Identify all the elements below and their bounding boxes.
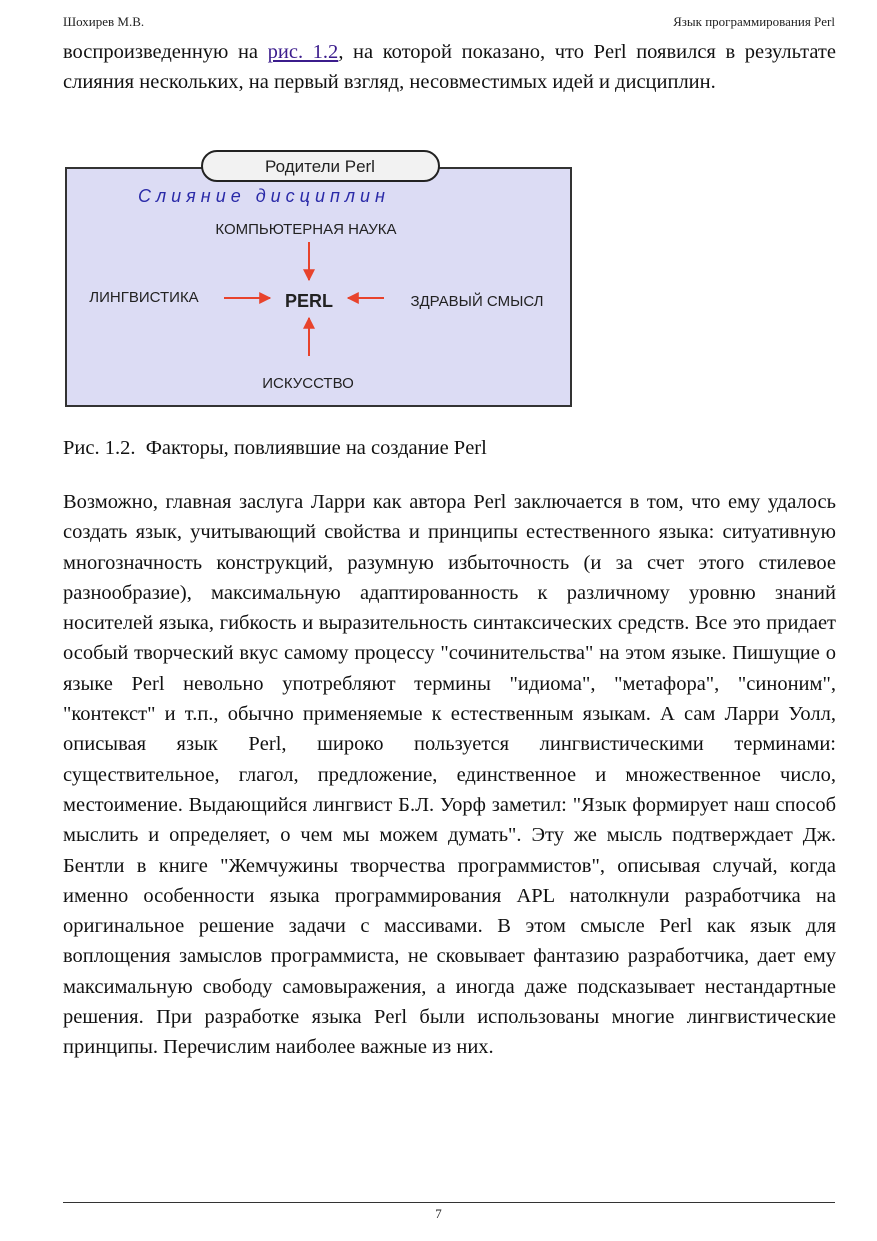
label-art: ИСКУССТВО [262,375,354,392]
label-linguistics: ЛИНГВИСТИКА [89,289,199,306]
figure-title: Родители Perl [265,157,375,176]
figure-caption: Рис. 1.2. Факторы, повлиявшие на создание Perl [63,437,487,459]
label-perl: PERL [284,291,334,311]
body-paragraph: Возможно, главная заслуга Ларри как автора Perl заключается в том, что ему удалось создать язык, учитывающий свойства и принципы естественного языка: ситуативную многозначность конструкций, разумную избыточность (и за счет этого стилевое разнообразие), максимальную адаптированность к различному уровню знаний носителей языка, гибкость и выразительность синтаксических средств. Все это придает особый творческий вкус самому процессу "сочинительства" на этом языке. Пишущие о языке Perl невольно употребляют термины "идиома", "метафора", "синоним", "контекст" и т.п., обычно применяемые к естественным языкам. А сам Ларри Уолл, описывая язык Perl, широко пользуется лингвистическими терминами: существительное, глагол, предложение, единственное и множественное число, местоимение. Выдающийся лингвист Б.Л. Уорф заметил: "Язык формирует наш способ мыслить и определяет, о чем мы можем думать". Эту же мысль подтверждает Дж. Бентли в книге "Жемчужины творчества программистов", описывая случай, когда именно особенности языка программирования APL натолкнули разработчика на оригинальное решение задачи с массивами. В этом смысле Perl как язык для воплощения замыслов программиста, не сковывает фантазию разработчика, дает ему максимальную свободу самовыражения, а иногда даже подсказывает нестандартные решения. При разработке языка Perl были использованы многие лингвистические принципы. Перечислим наиболее важные из них. [63,491,836,1059]
label-computer-science: КОМПЬЮТЕРНАЯ НАУКА [215,221,397,238]
header-book-title: Язык программирования Perl [673,14,835,29]
intro-text-after: , на которой показано, что Perl появился в результате слияния нескольких, на первый взгляд, несовместимых идей и дисциплин. [63,41,836,94]
header-author: Шохирев М.В. [63,14,145,29]
page-number: 7 [435,1206,442,1221]
label-common-sense: ЗДРАВЫЙ СМЫСЛ [410,293,544,310]
intro-paragraph [63,37,836,98]
figure-perl-parents [64,146,574,412]
footer-divider [63,1202,835,1203]
page-header [63,14,835,32]
figure-subtitle: Слияние дисциплин [138,186,390,206]
figure-link[interactable]: рис. 1.2 [267,41,339,63]
intro-text-before: воспроизведенную на [63,41,268,63]
